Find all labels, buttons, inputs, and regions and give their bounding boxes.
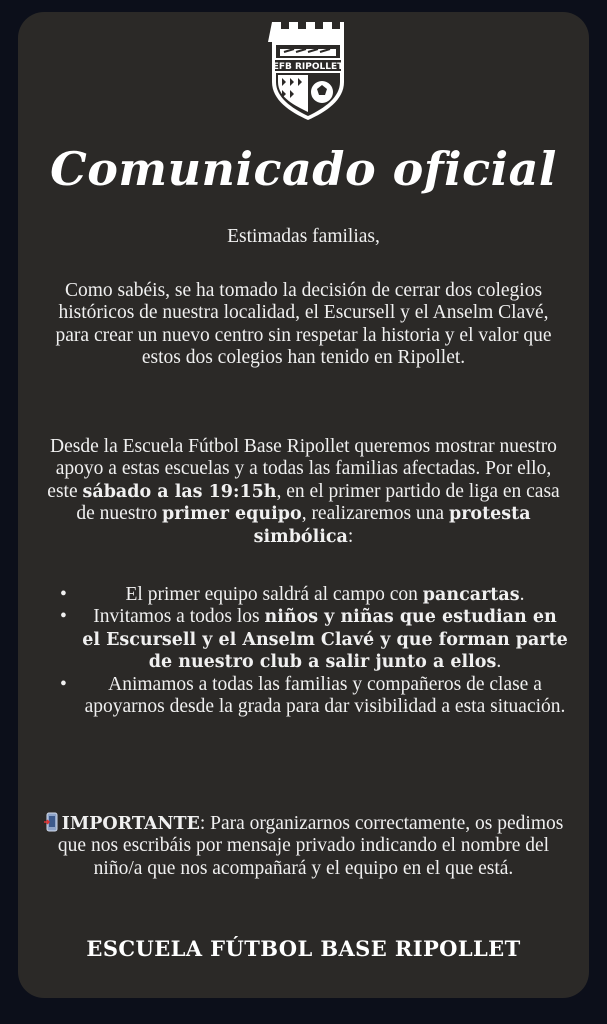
crest-name: EFB RIPOLLET xyxy=(272,62,344,72)
bullet-item xyxy=(56,584,568,606)
important-note xyxy=(40,812,567,880)
bullet-dot-icon: • xyxy=(60,606,67,628)
bullet-list xyxy=(56,584,568,718)
announcement-card xyxy=(18,12,589,998)
page-title: Comunicado oficial xyxy=(50,142,557,196)
bullet-bold: pancartas xyxy=(422,585,520,605)
bullet-text: . xyxy=(519,584,525,605)
paragraph-protest-text: , en el primer partido de liga en casa de nuestro xyxy=(76,480,560,525)
symbolic-protest-highlight: protesta simbólica xyxy=(253,504,531,547)
bullet-item xyxy=(56,606,568,673)
club-signature: ESCUELA FÚTBOL BASE RIPOLLET xyxy=(86,936,521,961)
bullet-dot-icon: • xyxy=(60,673,67,695)
bullet-text: El primer equipo saldrá al campo con xyxy=(125,584,423,605)
greeting: Estimadas familias, xyxy=(227,226,380,247)
paragraph-closure-news: Como sabéis, se ha tomado la decisión de cerrar dos colegios históricos de nuestra localidad, el Escursell y el Anselm Clavé, para crear un nuevo centro sin respetar la historia y el valor que estos dos colegios han tenido en Ripollet. xyxy=(55,280,552,369)
protest-date-time: sábado a las 19:15h xyxy=(82,481,277,502)
bullet-text: . xyxy=(496,651,502,673)
bullet-text: Animamos a todas las familias y compañeros de clase a apoyarnos desde la grada para dar visibilidad a esta situación. xyxy=(84,673,566,718)
paragraph-protest-text: Desde la Escuela Fútbol Base Ripollet queremos mostrar nuestro apoyo a estas escuelas y a todas las familias afectadas. Por ello, este xyxy=(47,436,557,502)
important-label: IMPORTANTE xyxy=(61,814,200,834)
club-crest-logo xyxy=(266,18,350,122)
bullet-dot-icon: • xyxy=(60,584,67,605)
paragraph-protest xyxy=(40,436,567,548)
bullet-item xyxy=(56,674,568,719)
first-team-highlight: primer equipo xyxy=(161,504,302,525)
paragraph-protest-text: , realizaremos una xyxy=(301,503,449,525)
important-text: : Para organizarnos correctamente, os pedimos que nos escribáis por mensaje privado indicando el nombre del niño/a que nos acompañará y el equipo en el que está. xyxy=(57,813,564,879)
paragraph-protest-text: : xyxy=(347,525,354,547)
mobile-phone-arrow-icon xyxy=(44,812,58,832)
bullet-text: Invitamos a todos los xyxy=(93,606,265,628)
bullet-bold: niños y niñas que estudian en el Escursell y el Anselm Clavé y que forman parte de nuestro club a salir junto a ellos xyxy=(82,607,568,673)
